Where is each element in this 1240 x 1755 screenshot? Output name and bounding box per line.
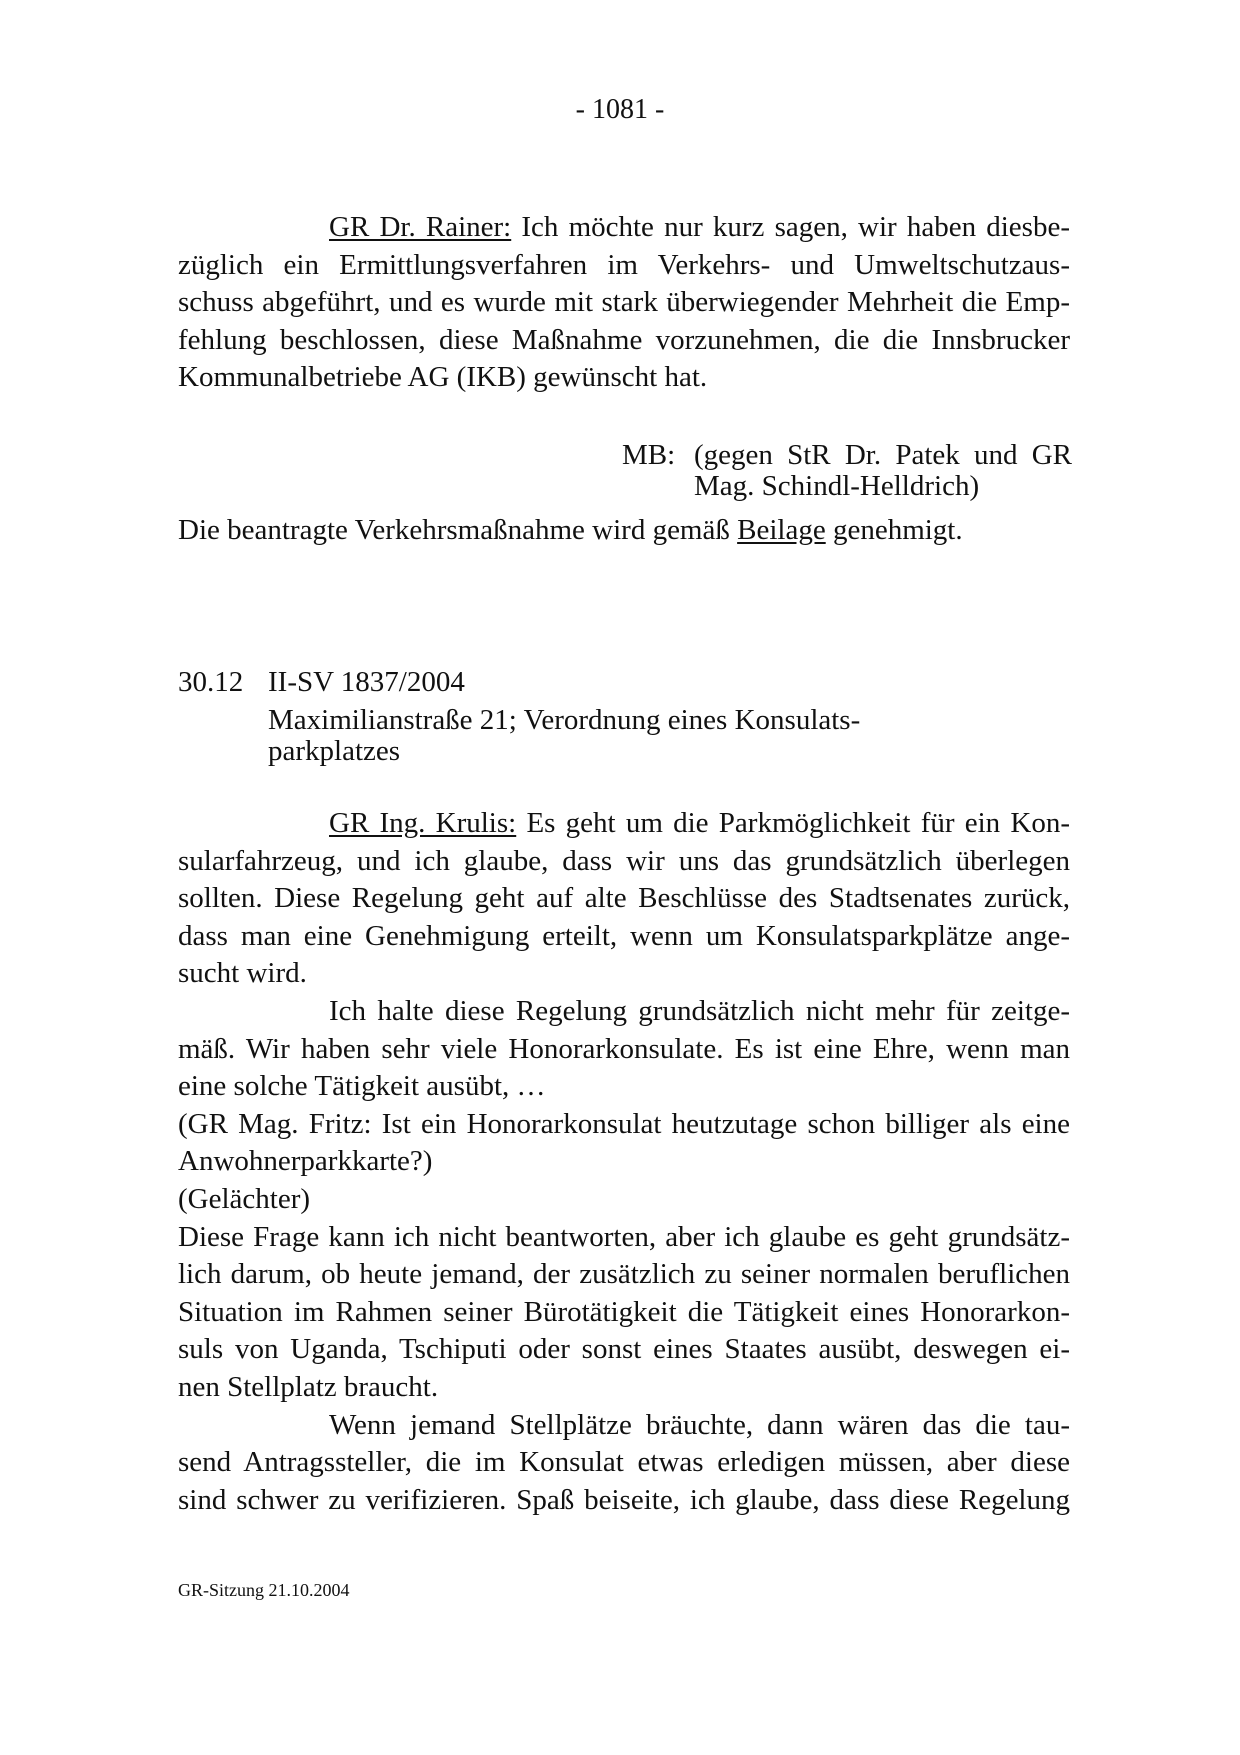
speech-krulis [178,805,1070,1519]
speaker-name: GR Ing. Krulis: [329,807,517,839]
text-line [178,209,1070,247]
text-line: dass man eine Genehmigung erteilt, wenn um Konsulatsparkplätze ange- [178,919,1070,952]
text-line: Wenn jemand Stellplätze bräuchte, dann wären das die tau- [329,1408,1070,1441]
text-line: züglich ein Ermittlungsverfahren im Verkehrs- und Umweltschutzaus- [178,248,1070,281]
text-fragment: Die beantragte Verkehrsmaßnahme wird gemäß [178,514,738,546]
attachment-reference: Beilage [737,514,826,546]
text-line: Situation im Rahmen seiner Bürotätigkeit die Tätigkeit eines Honorarkon- [178,1295,1070,1328]
page-footer: GR-Sitzung 21.10.2004 [178,1580,350,1600]
vote-label: MB: [622,439,676,471]
text-line [178,805,1070,843]
text-line: Kommunalbetriebe AG (IKB) gewünscht hat. [178,361,708,394]
text-line: eine solche Tätigkeit ausübt, … [178,1070,546,1103]
text-line: lich darum, ob heute jemand, der zusätzlich zu seiner normalen beruflichen [178,1258,1070,1291]
text-line: sind schwer zu verifizieren. Spaß beiseite, ich glaube, dass diese Regelung [178,1483,1070,1516]
text-line: Ich halte diese Regelung grundsätzlich nicht mehr für zeitge- [329,994,1070,1027]
text-line: (gegen StR Dr. Patek und GR [694,439,1072,471]
agenda-item-heading [178,664,465,700]
agenda-item-number: 30.12 [178,666,244,698]
vote-note [694,440,1072,502]
vote-result [622,440,1072,502]
text-line: Maximilianstraße 21; Verordnung eines Konsulats- [268,704,861,736]
text-line: schuss abgeführt, und es wurde mit stark überwiegender Mehrheit die Emp- [178,286,1070,319]
text-line: fehlung beschlossen, diese Maßnahme vorzunehmen, die die Innsbrucker [178,323,1070,356]
text-line: Mag. Schindl-Helldrich) [694,470,980,502]
agenda-item-code: II-SV 1837/2004 [268,666,465,698]
speech-rainer [178,209,1070,397]
text-line: mäß. Wir haben sehr viele Honorarkonsulate. Es ist eine Ehre, wenn man [178,1032,1070,1065]
page-number: - 1081 - [575,94,665,125]
interjection-line: Anwohnerparkkarte?) [178,1145,433,1178]
text-line: sollten. Diese Regelung geht auf alte Beschlüsse des Stadtsenates zurück, [178,882,1070,915]
agenda-item-subject [268,705,888,767]
text-fragment: Es geht um die Parkmöglichkeit für ein Kon- [516,807,1071,839]
decision-text [178,512,1070,550]
text-line: parkplatzes [268,735,401,767]
text-line: nen Stellplatz braucht. [178,1370,439,1403]
text-fragment: genehmigt. [825,514,963,546]
interjection-line: (GR Mag. Fritz: Ist ein Honorarkonsulat heutzutage schon billiger als eine [178,1107,1070,1140]
text-line: sucht wird. [178,957,307,990]
text-line: suls von Uganda, Tschiputi oder sonst eines Staates ausübt, deswegen ei- [178,1333,1070,1366]
reaction-line: (Gelächter) [178,1182,311,1215]
text-line: sularfahrzeug, und ich glaube, dass wir uns das grundsätzlich überlegen [178,844,1070,877]
text-line: Diese Frage kann ich nicht beantworten, aber ich glaube es geht grundsätz- [178,1220,1070,1253]
speaker-name: GR Dr. Rainer: [329,211,512,243]
paragraph [178,209,1070,397]
paragraph [178,805,1070,1519]
text-fragment: Ich möchte nur kurz sagen, wir haben diesbe- [511,211,1070,243]
text-line: send Antragssteller, die im Konsulat etwas erledigen müssen, aber diese [178,1446,1070,1479]
